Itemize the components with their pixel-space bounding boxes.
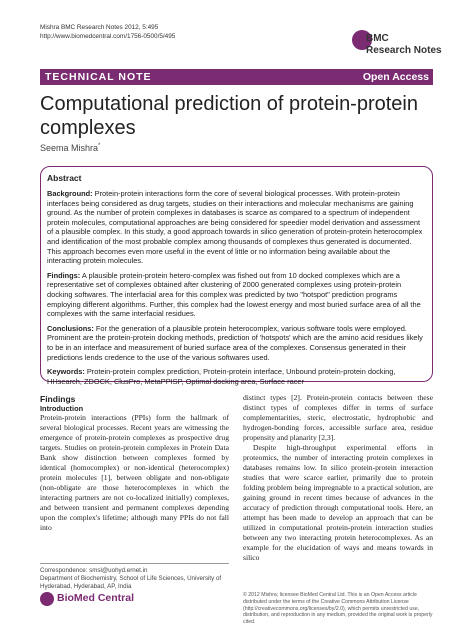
findings-label: Findings: bbox=[47, 270, 81, 280]
correspondence-note bbox=[40, 563, 229, 590]
journal-citation: Mishra BMC Research Notes 2012, 5:495 bbox=[40, 24, 159, 31]
abstract-keywords bbox=[47, 367, 426, 386]
intro-paragraph-2: Despite high-throughput experimental efforts in proteomics, the number of interacting protein complexes in databases remains low. In silico protein-protein interaction studies that were scarce earlier, primarily due to protein folding problem being impregnable to a practical solution, are gaining ground in recent times because of advances in the accuracy of prediction through computational tools. Here, an attempt has been made to develop an approach that can be utilized in computational protein-protein interaction studies between any two interacting protein heterocomplexes. As an example for the elucidation of ways and means towards in silico bbox=[243, 443, 433, 562]
article-title: Computational prediction of protein-protein complexes bbox=[40, 93, 418, 139]
conclusions-text: For the generation of a plausible protein heterocomplex, various software tools were employed. Prominent are the protein-protein docking methods, prediction of 'hotspots' which are the amino acid residues likely to be in an interface and measurement of buried surface area of the complexes. Consensus generated in their predictions lends credence to the use of the various softwares used. bbox=[47, 323, 423, 362]
conclusions-label: Conclusions: bbox=[47, 323, 94, 333]
article-type: TECHNICAL NOTE bbox=[45, 71, 152, 83]
section-heading: Findings bbox=[40, 394, 76, 404]
intro-paragraph-cont: distinct types [2]. Protein-protein contacts between these distinct types of complexes differ in terms of surface complementarities, steric, electrostatic, hydrophobic and hydrogen-bonding forces, accessible surface area, residue propensity and planarity [2,3]. bbox=[243, 393, 433, 442]
abstract-conclusions bbox=[47, 324, 426, 362]
keywords-text: Protein-protein complex prediction, Protein-protein interface, Unbound protein-protein docking, HHsearch, ZDOCK, ClusPro, MetaPPISP, Optimal docking area, Surface racer bbox=[47, 367, 396, 386]
abstract-box bbox=[40, 166, 433, 386]
journal-header bbox=[40, 24, 175, 41]
abstract-findings bbox=[47, 271, 426, 319]
abstract-heading: Abstract bbox=[47, 173, 82, 183]
body-left-column bbox=[40, 413, 229, 533]
abstract-background bbox=[47, 189, 426, 266]
intro-paragraph: Protein-protein interactions (PPIs) form the hallmark of several biological processes. Recent years are witnessing the emergence of protein-protein complexes as prospective drug targets. Studies on protein-protein complexes in Protein Data Bank show distinction between complexes formed by identical (homocomplex) or non-identical (heterocomplex) protein molecules [1], between obligate and non-obligate (non-obligate are those heterocomplexes in which the interacting partners are not co-localized initially) complexes, and between transient and permanent complexes depending upon the complex's lifetime; although many PPIs do not fall into bbox=[40, 413, 229, 532]
background-label: Background: bbox=[47, 189, 93, 198]
article-url[interactable]: http://www.biomedcentral.com/1756-0500/5/495 bbox=[40, 32, 176, 40]
findings-text: A plausible protein-protein hetero-complex was fished out from 10 docked complexes which are a representative set of complexes obtained after clustering of 2000 generated complexes using protein-protein docking softwares. The interfacial area for this complex was predicted by two "hotspot" prediction programs employing different algorithms. Further, this complex had the lowest energy and most buried surface area of all the complexes with the same interfacial residues. bbox=[47, 270, 421, 319]
biomed-central-icon bbox=[40, 592, 54, 606]
correspondence-affiliation: Department of Biochemistry, School of Life Sciences, University of Hyderabad, Hyderabad, AP, India bbox=[40, 574, 222, 590]
background-text: Protein-protein interactions form the core of several biological processes. With protein-protein interfaces being considered as drug targets, studies on their interactions and molecular mechanisms are gaining ground. As the number of protein complexes in databases is scarce as compared to a spectrum of independent protein molecules, computational approaches are being considered for speedier model derivation and assessment of a plausible complex. In this study, a good approach towards in silico generation of protein-protein heterocomplex and identification of the most probable complex among thousands of complexes thus generated is documented. This approach becomes even more useful in the event of little or no information being available about the interacting protein molecules. bbox=[47, 189, 423, 266]
publisher-name: BioMed Central bbox=[57, 592, 135, 604]
correspondence-mark: * bbox=[98, 143, 101, 149]
subsection-heading: Introduction bbox=[40, 404, 84, 413]
author-name[interactable]: Seema Mishra bbox=[40, 143, 99, 153]
body-right-column bbox=[243, 393, 433, 563]
correspondence-email[interactable]: Correspondence: smsl@uohyd.ernet.in bbox=[40, 567, 148, 574]
article-type-bar bbox=[40, 69, 433, 85]
license-text: © 2012 Mishra; licensee BioMed Central Ltd. This is an Open Access article distributed under the terms of the Creative Commons Attribution License (http://creativecommons.org/licenses/by/2.0), which permits unrestricted use, distribution, and reproduction in any medium, provided the original work is properly cited. bbox=[243, 592, 433, 626]
open-access-label: Open Access bbox=[362, 71, 429, 83]
author bbox=[40, 143, 100, 153]
logo-line-1: BMC bbox=[366, 33, 389, 44]
logo-line-2: Research Notes bbox=[366, 45, 442, 56]
keywords-label: Keywords: bbox=[47, 367, 85, 377]
